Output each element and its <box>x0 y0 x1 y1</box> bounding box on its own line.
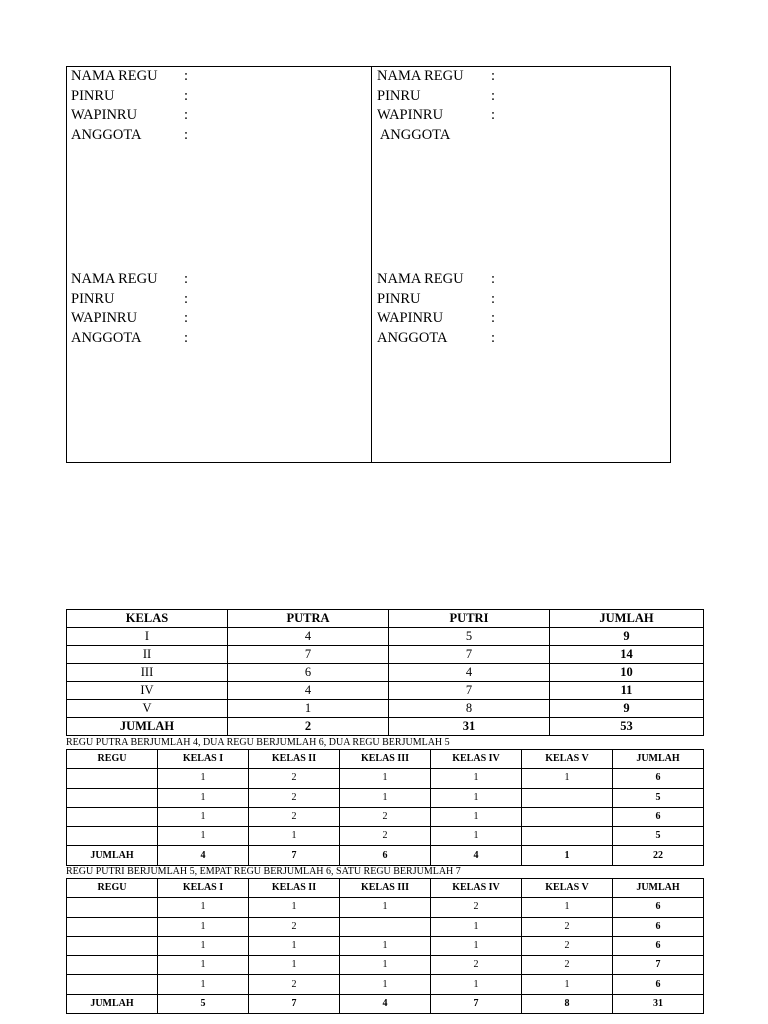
table-cell: 14 <box>550 646 704 664</box>
table-header-row <box>67 750 704 769</box>
field-colon: : <box>184 107 189 123</box>
header-cell: KELAS <box>67 610 228 628</box>
table-cell: 1 <box>158 936 249 955</box>
table-cell <box>67 975 158 994</box>
putra-caption: REGU PUTRA BERJUMLAH 4, DUA REGU BERJUMLAH 6, DUA REGU BERJUMLAH 5 <box>66 737 450 748</box>
table-cell <box>67 898 158 917</box>
table-cell: 1 <box>158 807 249 826</box>
table-cell: 4 <box>389 664 550 682</box>
table-cell: 2 <box>249 769 340 788</box>
summary-table <box>66 609 704 736</box>
table-cell: 1 <box>431 936 522 955</box>
table-cell: 6 <box>613 936 704 955</box>
table-row <box>67 700 704 718</box>
table-cell: 1 <box>340 769 431 788</box>
field-label: PINRU <box>71 290 115 307</box>
field-colon: : <box>184 126 189 143</box>
table-cell: 2 <box>249 807 340 826</box>
field-colon: : <box>491 271 496 287</box>
table-total-row <box>67 994 704 1013</box>
header-cell: KELAS III <box>340 879 431 898</box>
table-cell: 7 <box>249 846 340 865</box>
table-cell: 1 <box>522 898 613 917</box>
field-colon: : <box>491 87 496 104</box>
field-colon: : <box>184 290 189 307</box>
table-cell: 6 <box>613 917 704 936</box>
header-cell: KELAS IV <box>431 879 522 898</box>
table-header-row <box>67 879 704 898</box>
field-label: ANGGOTA <box>71 126 142 143</box>
table-cell <box>67 788 158 807</box>
table-cell: 1 <box>249 956 340 975</box>
table-cell: 1 <box>158 898 249 917</box>
field-colon: : <box>491 329 496 346</box>
table-cell <box>67 827 158 846</box>
table-row <box>67 646 704 664</box>
table-cell: 1 <box>158 975 249 994</box>
putri-caption: REGU PUTRI BERJUMLAH 5, EMPAT REGU BERJUMLAH 6, SATU REGU BERJUMLAH 7 <box>66 866 461 877</box>
table-row <box>67 628 704 646</box>
table-cell: 8 <box>389 700 550 718</box>
putra-table <box>66 749 704 866</box>
field-label: WAPINRU <box>71 107 138 123</box>
header-cell: PUTRA <box>228 610 389 628</box>
table-cell: 1 <box>340 788 431 807</box>
table-cell <box>522 807 613 826</box>
table-cell: 1 <box>158 769 249 788</box>
field-colon: : <box>491 68 496 84</box>
field-label: ANGGOTA <box>71 329 142 346</box>
field-colon: : <box>491 290 496 307</box>
table-row <box>67 682 704 700</box>
table-cell: 2 <box>340 807 431 826</box>
table-cell: 6 <box>340 846 431 865</box>
table-cell: 5 <box>613 788 704 807</box>
regu-form-box <box>66 66 671 463</box>
table-cell: 5 <box>613 827 704 846</box>
table-cell: JUMLAH <box>67 718 228 736</box>
table-row <box>67 664 704 682</box>
table-cell: 1 <box>158 827 249 846</box>
field-colon: : <box>184 310 189 326</box>
table-cell: 53 <box>550 718 704 736</box>
table-cell: 4 <box>158 846 249 865</box>
field-colon: : <box>491 310 496 326</box>
table-cell: 1 <box>340 936 431 955</box>
table-cell: 6 <box>228 664 389 682</box>
table-cell <box>67 917 158 936</box>
table-cell: 6 <box>613 807 704 826</box>
table-cell: 1 <box>522 975 613 994</box>
table-cell: 4 <box>340 994 431 1013</box>
header-cell: KELAS V <box>522 750 613 769</box>
table-cell: JUMLAH <box>67 846 158 865</box>
table-cell: 2 <box>340 827 431 846</box>
table-cell: 1 <box>522 846 613 865</box>
table-cell: 1 <box>431 975 522 994</box>
table-cell <box>340 917 431 936</box>
table-cell: 5 <box>158 994 249 1013</box>
field-colon: : <box>184 68 189 84</box>
table-cell: 1 <box>431 827 522 846</box>
header-cell: KELAS II <box>249 750 340 769</box>
field-label: PINRU <box>71 87 115 104</box>
table-row <box>67 936 704 955</box>
table-row <box>67 827 704 846</box>
table-cell: 9 <box>550 628 704 646</box>
table-cell: 22 <box>613 846 704 865</box>
table-cell: 1 <box>522 769 613 788</box>
table-cell: 7 <box>431 994 522 1013</box>
table-cell: IV <box>67 682 228 700</box>
field-colon: : <box>491 107 496 123</box>
table-cell <box>67 936 158 955</box>
table-cell: I <box>67 628 228 646</box>
table-cell: 1 <box>158 956 249 975</box>
table-row <box>67 898 704 917</box>
table-cell <box>522 827 613 846</box>
table-total-row <box>67 718 704 736</box>
field-label: ANGGOTA <box>377 126 451 143</box>
header-cell: KELAS III <box>340 750 431 769</box>
field-colon: : <box>184 329 189 346</box>
table-cell: 1 <box>431 769 522 788</box>
table-cell: 2 <box>228 718 389 736</box>
table-cell: 1 <box>340 898 431 917</box>
table-cell: 1 <box>228 700 389 718</box>
table-cell: 2 <box>431 956 522 975</box>
table-cell: 1 <box>431 917 522 936</box>
table-cell: 7 <box>613 956 704 975</box>
field-label: NAMA REGU <box>377 68 464 84</box>
header-cell: REGU <box>67 879 158 898</box>
table-cell: 6 <box>613 769 704 788</box>
table-cell: 11 <box>550 682 704 700</box>
table-cell: 2 <box>522 936 613 955</box>
table-cell: 2 <box>249 788 340 807</box>
header-cell: KELAS IV <box>431 750 522 769</box>
table-cell: 2 <box>522 956 613 975</box>
table-cell: 7 <box>228 646 389 664</box>
table-cell: 31 <box>613 994 704 1013</box>
putri-table <box>66 878 704 1014</box>
table-header-row <box>67 610 704 628</box>
table-cell: 7 <box>389 682 550 700</box>
table-cell: 4 <box>228 628 389 646</box>
header-cell: KELAS II <box>249 879 340 898</box>
header-cell: JUMLAH <box>613 879 704 898</box>
table-cell <box>67 956 158 975</box>
field-label: NAMA REGU <box>71 68 158 84</box>
table-cell: II <box>67 646 228 664</box>
field-colon: : <box>184 87 189 104</box>
table-cell: 1 <box>249 936 340 955</box>
table-cell: 1 <box>431 807 522 826</box>
table-cell: 10 <box>550 664 704 682</box>
table-total-row <box>67 846 704 865</box>
field-label: ANGGOTA <box>377 329 448 346</box>
header-cell: KELAS I <box>158 750 249 769</box>
table-cell: 1 <box>249 827 340 846</box>
header-cell: JUMLAH <box>550 610 704 628</box>
table-cell: 4 <box>228 682 389 700</box>
table-cell <box>67 769 158 788</box>
table-cell: 2 <box>249 917 340 936</box>
table-cell: 8 <box>522 994 613 1013</box>
field-label: NAMA REGU <box>377 271 464 287</box>
table-cell: III <box>67 664 228 682</box>
table-cell: 31 <box>389 718 550 736</box>
header-cell: REGU <box>67 750 158 769</box>
table-row <box>67 917 704 936</box>
table-cell: 2 <box>431 898 522 917</box>
table-cell: 7 <box>249 994 340 1013</box>
table-cell: 9 <box>550 700 704 718</box>
table-row <box>67 956 704 975</box>
table-cell <box>522 788 613 807</box>
table-cell: 1 <box>431 788 522 807</box>
table-cell <box>67 807 158 826</box>
regu-form-divider <box>371 67 372 462</box>
table-row <box>67 788 704 807</box>
header-cell: JUMLAH <box>613 750 704 769</box>
table-cell: 7 <box>389 646 550 664</box>
table-row <box>67 807 704 826</box>
table-cell: 2 <box>522 917 613 936</box>
table-cell: 6 <box>613 898 704 917</box>
table-cell: 4 <box>431 846 522 865</box>
field-label: WAPINRU <box>377 107 444 123</box>
table-cell: 1 <box>340 975 431 994</box>
table-cell: V <box>67 700 228 718</box>
field-label: PINRU <box>377 290 421 307</box>
field-label: PINRU <box>377 87 421 104</box>
table-cell: 1 <box>249 898 340 917</box>
table-cell: 2 <box>249 975 340 994</box>
header-cell: KELAS I <box>158 879 249 898</box>
header-cell: KELAS V <box>522 879 613 898</box>
table-row <box>67 975 704 994</box>
field-label: NAMA REGU <box>71 271 158 287</box>
table-cell: 1 <box>158 788 249 807</box>
table-cell: 1 <box>340 956 431 975</box>
table-row <box>67 769 704 788</box>
field-label: WAPINRU <box>71 310 138 326</box>
table-cell: 1 <box>158 917 249 936</box>
field-label: WAPINRU <box>377 310 444 326</box>
table-cell: JUMLAH <box>67 994 158 1013</box>
table-cell: 5 <box>389 628 550 646</box>
field-colon: : <box>184 271 189 287</box>
table-cell: 6 <box>613 975 704 994</box>
header-cell: PUTRI <box>389 610 550 628</box>
